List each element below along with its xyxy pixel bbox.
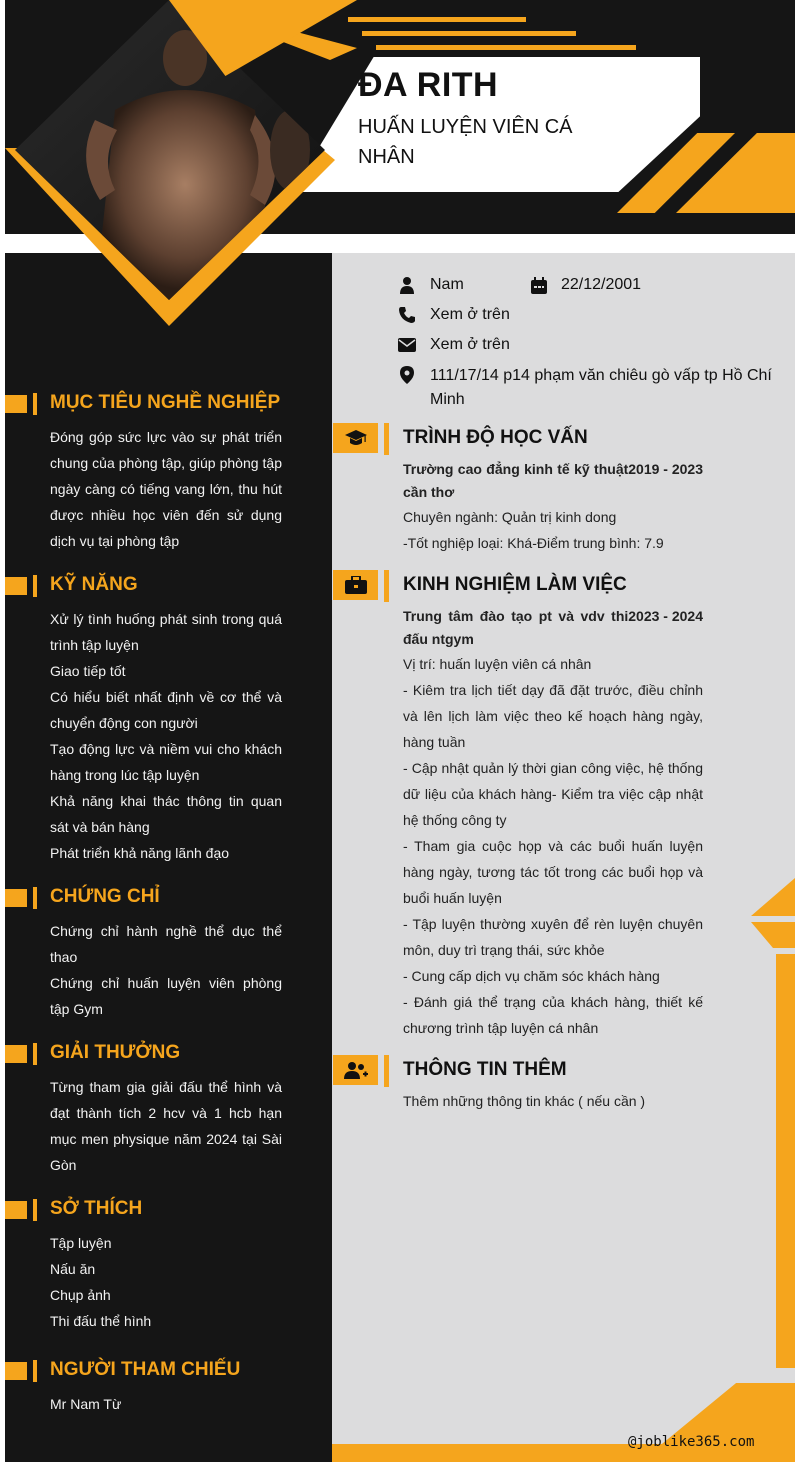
- experience-years: 2023 - 2024: [628, 608, 703, 624]
- list-item: -Tốt nghiệp loại: Khá-Điểm trung bình: 7.9: [403, 535, 664, 551]
- users-icon: [333, 1055, 378, 1085]
- email-value: Xem ở trên: [430, 336, 510, 353]
- education-school: Trường cao đẳng kinh tế kỹ thuật cần thơ: [403, 461, 629, 500]
- mail-icon: [398, 336, 416, 359]
- list-item: Có hiểu biết nhất định về cơ thể và chuyển động con người: [50, 689, 282, 731]
- list-item: Chuyên ngành: Quản trị kinh dong: [403, 509, 617, 525]
- header-stripe: [376, 45, 636, 50]
- list-item: Chứng chỉ huấn luyện viên phòng tập Gym: [50, 975, 282, 1017]
- list-item: Xử lý tình huống phát sinh trong quá trình tập luyện: [50, 611, 282, 653]
- certificates-heading: [5, 887, 325, 909]
- candidate-name: ĐA RITH: [358, 66, 499, 104]
- certificates-list: [50, 918, 282, 1022]
- objective-title: MỤC TIÊU NGHỀ NGHIỆP: [50, 392, 281, 413]
- education-title: TRÌNH ĐỘ HỌC VẤN: [403, 427, 588, 448]
- experience-company: Trung tâm đào tạo pt và vdv thi đấu ntgym: [403, 608, 629, 647]
- list-item: - Tập luyện thường xuyên để rèn luyện chuyên môn, duy trì trạng thái, sức khỏe: [403, 916, 703, 958]
- list-item: Phát triển khả năng lãnh đạo: [50, 845, 230, 861]
- hobbies-list: [50, 1230, 282, 1334]
- list-item: Giao tiếp tốt: [50, 663, 126, 679]
- header-stripe: [362, 31, 576, 36]
- side-decoration: [776, 954, 795, 1368]
- list-item: - Tham gia cuộc họp và các buổi huấn luyện hàng ngày, tương tác tốt trong các buổi họp và buổi huấn luyện: [403, 838, 703, 906]
- address-value: 111/17/14 p14 phạm văn chiêu gò vấp tp Hồ Chí Minh: [430, 367, 772, 408]
- references-list: [50, 1391, 282, 1417]
- objective-heading: [5, 393, 325, 415]
- graduation-cap-icon: [333, 423, 378, 453]
- list-item: Nấu ăn: [50, 1261, 96, 1277]
- skills-heading: [5, 575, 325, 597]
- list-item: - Cập nhật quản lý thời gian công việc, hệ thống dữ liệu của khách hàng- Kiểm tra việc cập nhật hệ thống công ty: [403, 760, 703, 828]
- extra-title: THÔNG TIN THÊM: [403, 1059, 567, 1080]
- list-item: - Đánh giá thể trạng của khách hàng, thiết kế chương trình tập luyện cá nhân: [403, 994, 703, 1036]
- hobbies-heading: [5, 1199, 325, 1221]
- list-item: Thi đấu thể hình: [50, 1313, 152, 1329]
- awards-heading: [5, 1043, 325, 1065]
- references-heading: [5, 1360, 325, 1382]
- list-item: - Cung cấp dịch vụ chăm sóc khách hàng: [403, 968, 660, 984]
- references-title: NGƯỜI THAM CHIẾU: [50, 1359, 241, 1380]
- list-item: Chụp ảnh: [50, 1287, 111, 1303]
- user-icon: [398, 276, 416, 294]
- location-pin-icon: [398, 366, 416, 389]
- list-item: Khả năng khai thác thông tin quan sát và bán hàng: [50, 793, 282, 835]
- list-item: Mr Nam Từ: [50, 1396, 122, 1412]
- education-years: 2019 - 2023: [628, 461, 703, 477]
- list-item: Tập luyện: [50, 1235, 112, 1251]
- extra-heading: [333, 1055, 633, 1087]
- experience-body: [403, 603, 703, 1041]
- education-heading: [333, 423, 633, 455]
- phone-icon: [398, 306, 416, 329]
- hobbies-title: SỞ THÍCH: [50, 1198, 143, 1219]
- phone-value: Xem ở trên: [430, 306, 510, 323]
- birthday-value: 22/12/2001: [561, 276, 642, 293]
- education-body: [403, 456, 703, 556]
- experience-title: KINH NGHIỆM LÀM VIỆC: [403, 574, 627, 595]
- list-item: Tạo động lực và niềm vui cho khách hàng trong lúc tập luyện: [50, 741, 282, 783]
- list-item: Vị trí: huấn luyện viên cá nhân: [403, 656, 592, 672]
- extra-text: Thêm những thông tin khác ( nếu cần ): [403, 1093, 646, 1109]
- gender-value: Nam: [430, 276, 464, 293]
- skills-list: [50, 606, 282, 866]
- awards-text: Từng tham gia giải đấu thể hình và đạt thành tích 2 hcv và 1 hcb hạn mục men physique năm 2024 tại Sài Gòn: [50, 1079, 282, 1173]
- briefcase-icon: [333, 570, 378, 600]
- awards-title: GIẢI THƯỞNG: [50, 1042, 181, 1063]
- certificates-title: CHỨNG CHỈ: [50, 886, 160, 907]
- objective-text: Đóng góp sức lực vào sự phát triển chung của phòng tập, giúp phòng tập ngày càng có tiếng vang lớn, thu hút được nhiều học viên đến sử dụng dịch vụ tại phòng tập: [50, 429, 282, 549]
- calendar-icon: [530, 277, 548, 300]
- gender-row: [398, 276, 416, 299]
- skills-title: KỸ NĂNG: [50, 574, 138, 595]
- job-title: HUẤN LUYỆN VIÊN CÁ NHÂN: [358, 116, 573, 168]
- header-stripe: [348, 17, 526, 22]
- list-item: - Kiêm tra lịch tiết dạy đã đặt trước, điều chỉnh và lên lịch làm việc theo kế hoạch hàng ngày, hàng tuần: [403, 682, 703, 750]
- list-item: Chứng chỉ hành nghề thể dục thể thao: [50, 923, 282, 965]
- footer-credit: @joblike365.com: [628, 1434, 755, 1450]
- profile-photo: [5, 0, 365, 330]
- experience-heading: [333, 570, 633, 602]
